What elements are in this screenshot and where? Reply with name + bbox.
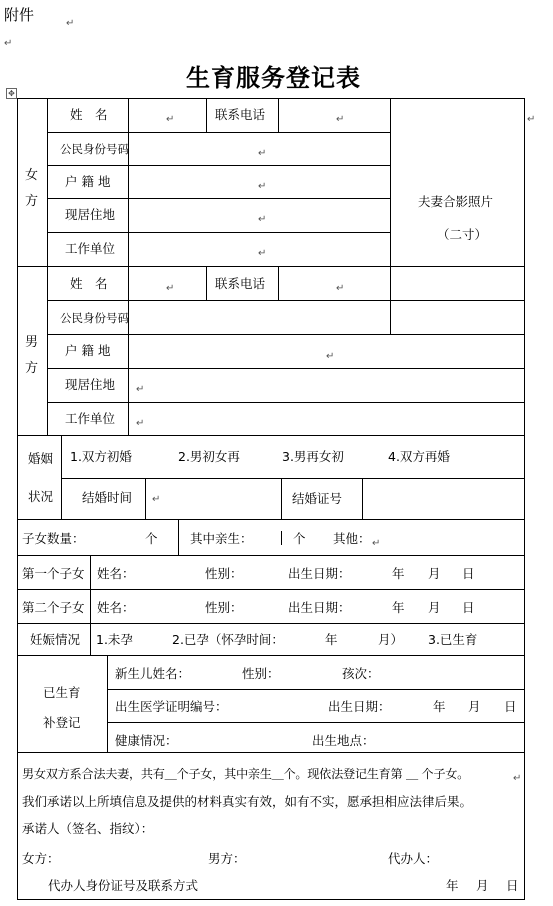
male-work-label: 工作单位 (65, 411, 116, 426)
female-section-label: 女方 (25, 168, 39, 209)
photo-size-label: （二寸） (437, 227, 488, 242)
newborn-dob-label: 出生日期： (328, 699, 391, 714)
child1-label: 第一个子女 (22, 566, 85, 581)
pregnancy-year: 年 (325, 632, 338, 647)
male-section-label: 男方 (25, 335, 39, 376)
paragraph-mark: ↵ (166, 114, 175, 125)
newborn-order-label: 孩次： (342, 666, 380, 681)
table-move-handle-icon[interactable]: ✥ (6, 88, 17, 99)
paragraph-mark: ↵ (258, 181, 267, 192)
male-id-label: 公民身份号码 (60, 311, 129, 325)
paragraph-mark: ↵ (336, 283, 345, 294)
children-count-unit: 个 (145, 531, 158, 546)
male-hukou-label: 户 籍 地 (65, 343, 111, 358)
paragraph-mark: ↵ (527, 114, 536, 125)
newborn-day: 日 (504, 699, 517, 714)
marriage-option[interactable]: 3.男再女初 (282, 449, 344, 464)
female-phone-label: 联系电话 (215, 107, 266, 122)
children-count-label: 子女数量： (22, 531, 85, 546)
male-residence-label: 现居住地 (65, 377, 116, 392)
pregnancy-option[interactable]: 2.已孕（怀孕时间： (172, 632, 284, 647)
paragraph-mark: ↵ (136, 384, 145, 395)
form-title: 生育服务登记表 (186, 63, 361, 92)
birth-reg-label-bottom: 补登记 (43, 715, 81, 730)
marriage-cert-field[interactable] (363, 479, 523, 518)
child2-day: 日 (462, 600, 475, 615)
paragraph-mark: ↵ (258, 148, 267, 159)
marriage-cert-label: 结婚证号 (292, 491, 343, 506)
marriage-time-field[interactable] (146, 479, 280, 518)
child1-sex-label: 性别： (205, 566, 243, 581)
pledge-day: 日 (506, 878, 519, 893)
newborn-name-label: 新生儿姓名： (115, 666, 191, 681)
pledge-year: 年 (446, 878, 459, 893)
female-phone-field[interactable] (279, 99, 389, 131)
female-work-label: 工作单位 (65, 241, 116, 256)
child2-label: 第二个子女 (22, 600, 85, 615)
marriage-option[interactable]: 1.双方初婚 (70, 449, 132, 464)
children-own-label: 其中亲生： (190, 531, 253, 546)
child1-dob-label: 出生日期： (288, 566, 351, 581)
marriage-label-bottom: 状况 (28, 489, 54, 504)
children-own-unit: 个 (293, 531, 306, 546)
paragraph-mark: ↵ (258, 248, 267, 259)
pledge-line-1: 男女双方系合法夫妻，共有＿个子女，其中亲生＿个。现依法登记生育第 ＿ 个子女。 (22, 767, 469, 781)
paragraph-mark: ↵ (66, 18, 75, 29)
paragraph-mark: ↵ (4, 38, 13, 49)
female-sign-label: 女方： (22, 851, 60, 866)
birth-reg-label-top: 已生育 (43, 685, 81, 700)
paragraph-mark: ↵ (166, 283, 175, 294)
pregnancy-option[interactable]: 3.已生育 (428, 632, 478, 647)
birth-place-label: 出生地点： (312, 733, 375, 748)
paragraph-mark: ↵ (326, 351, 335, 362)
agent-sign-label: 代办人： (388, 851, 439, 866)
female-residence-label: 现居住地 (65, 207, 116, 222)
child2-year: 年 (392, 600, 405, 615)
male-residence-field[interactable] (129, 369, 523, 401)
child2-sex-label: 性别： (205, 600, 243, 615)
health-label: 健康情况： (115, 733, 178, 748)
female-hukou-label: 户 籍 地 (65, 174, 111, 189)
newborn-sex-label: 性别： (242, 666, 280, 681)
male-name-label: 姓 名 (70, 276, 108, 291)
paragraph-mark: ↵ (372, 538, 381, 549)
marriage-option[interactable]: 2.男初女再 (178, 449, 240, 464)
female-id-label: 公民身份号码 (60, 142, 129, 156)
agent-id-label: 代办人身份证号及联系方式 (48, 878, 199, 893)
male-work-field[interactable] (129, 403, 523, 434)
male-phone-field[interactable] (279, 267, 389, 299)
photo-label: 夫妻合影照片 (418, 194, 494, 209)
newborn-month: 月 (468, 699, 481, 714)
paragraph-mark: ↵ (136, 418, 145, 429)
child1-name-label: 姓名： (97, 566, 135, 581)
child1-year: 年 (392, 566, 405, 581)
male-id-field[interactable] (129, 301, 389, 333)
paragraph-mark: ↵ (336, 114, 345, 125)
marriage-time-label: 结婚时间 (82, 490, 133, 505)
pregnancy-label: 妊娠情况 (30, 632, 81, 647)
male-sign-label: 男方： (208, 851, 246, 866)
children-other-label: 其他： (333, 531, 371, 546)
marriage-label-top: 婚姻 (28, 451, 54, 466)
child1-day: 日 (462, 566, 475, 581)
pregnancy-month: 月） (378, 632, 404, 647)
child2-dob-label: 出生日期： (288, 600, 351, 615)
newborn-year: 年 (433, 699, 446, 714)
pledge-line-2: 我们承诺以上所填信息及提供的材料真实有效，如有不实，愿承担相应法律后果。 (22, 794, 473, 809)
female-name-label: 姓 名 (70, 107, 108, 122)
male-phone-label: 联系电话 (215, 276, 266, 291)
child1-month: 月 (428, 566, 441, 581)
marriage-option[interactable]: 4.双方再婚 (388, 449, 450, 464)
paragraph-mark: ↵ (152, 494, 161, 505)
pregnancy-option[interactable]: 1.未孕 (96, 632, 133, 647)
attachment-label: 附件 (4, 6, 35, 24)
pledge-month: 月 (476, 878, 489, 893)
birth-cert-no-label: 出生医学证明编号： (115, 699, 228, 714)
paragraph-mark: ↵ (513, 773, 522, 784)
paragraph-mark: ↵ (258, 214, 267, 225)
child2-name-label: 姓名： (97, 600, 135, 615)
signer-label: 承诺人（签名、指纹）： (22, 821, 154, 836)
child2-month: 月 (428, 600, 441, 615)
